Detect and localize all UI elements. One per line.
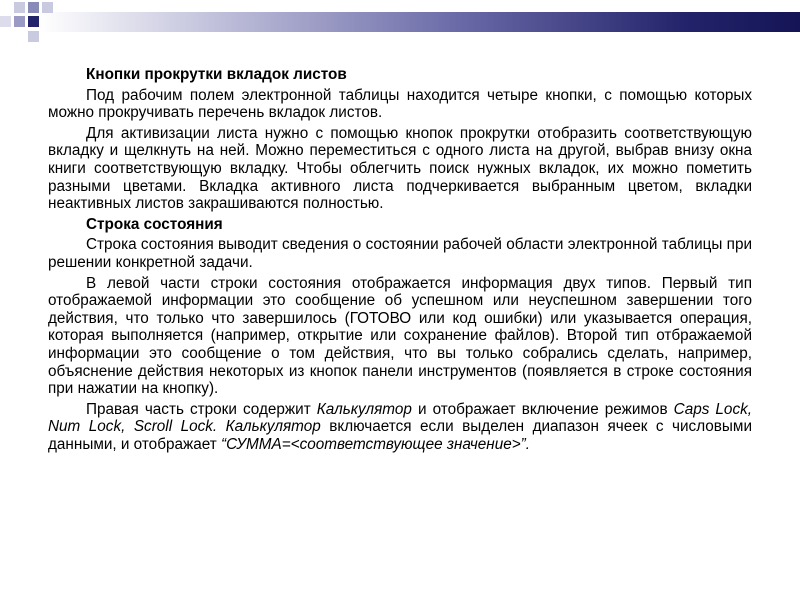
paragraph-text: Правая часть строки содержит [86,400,317,418]
decor-square-1 [14,2,25,13]
paragraph [48,87,752,122]
decor-square-4 [0,16,11,27]
paragraph-text: В левой части строки состояния отображается информация двух типов. Первый тип отображаемой информации это сообщение об успешном или неуспешном завершении того действия, что только что завершилось (ГОТОВО или код ошибки) или указывается операция, которая выполняется (например, открытие или сохранение файлов). Второй тип отбражаемой информации это сообщение о том действия, что вы только собрались сделать, например, объяснение действия некоторых из кнопок панели инструментов (появляется в строке состояния при нажатии на кнопку). [48,274,752,398]
paragraph [48,401,752,454]
decor-square-3 [42,2,53,13]
italic-term: Caps Lock, Num Lock, Scroll Lock. Калькулятор [48,400,752,436]
title-banner [0,0,800,48]
section-heading-status-bar: Строка состояния [86,215,223,233]
section-heading-scroll-buttons: Кнопки прокрутки вкладок листов [86,66,347,83]
paragraph-text: и отображает включение режимов [411,400,674,418]
paragraph-text: включается если выделен диапазон ячеек с числовыми данными, и отображает [48,418,752,453]
paragraph-text: Под рабочим полем электронной таблицы находится четыре кнопки, с помощью которых можно прокручивать перечень вкладок листов. [48,86,752,122]
decor-square-5 [14,16,25,27]
paragraph [48,275,752,398]
italic-term: “СУММА=<соответствующее значение>”. [220,435,530,453]
decor-square-2 [28,2,39,13]
paragraph-text: Для активизации листа нужно с помощью кнопок прокрутки отобразить соответствующую вкладку и щелкнуть на ней. Можно переместиться с одного листа на другой, выбрав внизу окна книги соответствующую вкладку. Чтобы облегчить поиск нужных вкладок, их можно пометить разными цветами. Вкладка активного листа подчеркивается выбранным цветом, вкладки неактивных листов закрашиваются полностью. [48,124,752,213]
paragraph-text: Строка состояния выводит сведения о состоянии рабочей области электронной таблицы при решении конкретной задачи. [48,236,752,271]
decor-square-7 [28,31,39,42]
paragraph [48,236,752,271]
decor-square-6 [28,16,39,27]
paragraph [48,125,752,213]
italic-term: Калькулятор [316,400,412,418]
banner-gradient-bar [40,12,800,32]
document-body [48,66,752,453]
